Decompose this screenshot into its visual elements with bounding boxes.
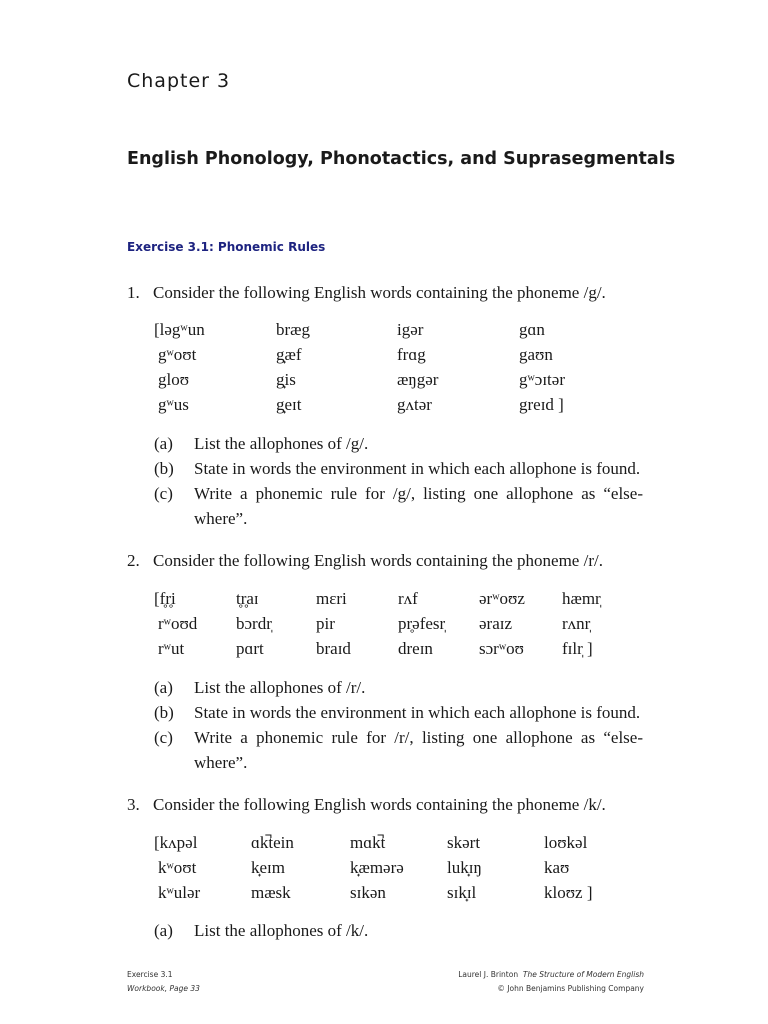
- word: bɔrdr̩: [236, 614, 272, 633]
- word: igər: [397, 320, 424, 339]
- word: gloʊ: [158, 370, 190, 389]
- word: rʌnr̩: [562, 614, 591, 633]
- word: g̟eɪt: [276, 395, 302, 414]
- word: sɔrʷoʊ: [479, 639, 524, 658]
- word: g̟is: [276, 370, 296, 389]
- word: [ləgʷun: [154, 320, 205, 339]
- word: frɑg: [397, 345, 426, 364]
- subquestion-label: (a): [154, 434, 173, 453]
- word: mɑk̚t: [350, 833, 386, 852]
- subquestion: [154, 434, 644, 459]
- footer-attribution: [458, 968, 644, 982]
- word: gʷus: [158, 395, 189, 414]
- word: pɑrt: [236, 639, 264, 658]
- subquestion-text: List the allophones of /g/.: [194, 434, 369, 453]
- word: g̟æf: [276, 345, 302, 364]
- question-number: 1.: [127, 283, 140, 302]
- question-number: 2.: [127, 551, 140, 570]
- word: rʌf: [398, 589, 418, 608]
- word: ɑk̚tein: [251, 833, 294, 852]
- word: əraɪz: [479, 614, 513, 633]
- subquestion-label: (a): [154, 921, 173, 940]
- footer-workbook-page: Workbook, Page 33: [127, 984, 200, 993]
- chapter-label: Chapter 3: [127, 70, 231, 92]
- word: mæsk: [251, 883, 291, 902]
- subquestion-text: State in words the environment in which each allophone is found.: [194, 459, 641, 478]
- footer-author: Laurel J. Brinton: [458, 970, 519, 979]
- question-2: [127, 551, 603, 571]
- subquestion-text: List the allophones of /r/.: [194, 678, 366, 697]
- subquestion-continuation: [154, 753, 644, 778]
- word: æŋgər: [397, 370, 439, 389]
- word: loʊkəl: [544, 833, 588, 852]
- word: fɪlr̩ ]: [562, 639, 593, 658]
- word: luk̟ɪŋ: [447, 858, 482, 877]
- word: braɪd: [316, 639, 351, 658]
- question-prompt: Consider the following English words containing the phoneme /r/.: [153, 551, 603, 570]
- subquestion-text: Write a phonemic rule for /r/, listing one allophone as “else-: [194, 728, 643, 747]
- subquestion-continuation: [154, 509, 644, 534]
- word: mɛri: [316, 589, 347, 608]
- word: [kʌpəl: [154, 833, 198, 852]
- word: kaʊ: [544, 858, 570, 877]
- word: gʷɔɪtər: [519, 370, 565, 389]
- subquestions-2: [154, 678, 644, 778]
- question-3: [127, 795, 606, 815]
- question-1: [127, 283, 606, 303]
- footer-right: [458, 968, 644, 996]
- word: gʷoʊt: [158, 345, 197, 364]
- word: kʷulər: [158, 883, 201, 902]
- footer-exercise: Exercise 3.1: [127, 970, 173, 979]
- word: rʷut: [158, 639, 185, 658]
- subquestion-text-cont: where”.: [194, 753, 248, 772]
- chapter-title: English Phonology, Phonotactics, and Suprasegmentals: [127, 149, 676, 169]
- word: hæmr̩: [562, 589, 601, 608]
- word: pr̥əfesr̩: [398, 614, 446, 633]
- subquestion: [154, 728, 644, 753]
- question-prompt: Consider the following English words containing the phoneme /k/.: [153, 795, 606, 814]
- subquestion: [154, 678, 644, 703]
- word: gaʊn: [519, 345, 553, 364]
- exercise-heading: Exercise 3.1: Phonemic Rules: [127, 240, 326, 254]
- footer-left: [127, 968, 200, 996]
- subquestion-text-cont: where”.: [194, 509, 248, 528]
- subquestions-3: [154, 921, 644, 946]
- word: skərt: [447, 833, 481, 852]
- word: t̥r̥aɪ: [236, 589, 259, 608]
- word: [f̥r̥i: [154, 589, 176, 608]
- word: k̟eɪm: [251, 858, 285, 877]
- word: gɑn: [519, 320, 545, 339]
- word: ərʷoʊz: [479, 589, 525, 608]
- footer-book-title: The Structure of Modern English: [522, 970, 644, 979]
- word: k̟æmərə: [350, 858, 404, 877]
- subquestions-1: [154, 434, 644, 534]
- subquestion-text: State in words the environment in which each allophone is found.: [194, 703, 641, 722]
- footer-copyright: © John Benjamins Publishing Company: [497, 984, 644, 993]
- subquestion-label: (c): [154, 484, 173, 503]
- word: bræg: [276, 320, 310, 339]
- word: sɪk̟ɪl: [447, 883, 477, 902]
- word: gʌtər: [397, 395, 432, 414]
- subquestion: [154, 921, 644, 946]
- subquestion-label: (c): [154, 728, 173, 747]
- subquestion-text: Write a phonemic rule for /g/, listing one allophone as “else-: [194, 484, 643, 503]
- subquestion: [154, 484, 644, 509]
- word: rʷoʊd: [158, 614, 198, 633]
- word: greɪd ]: [519, 395, 564, 414]
- subquestion: [154, 703, 644, 728]
- word: sɪkən: [350, 883, 386, 902]
- subquestion: [154, 459, 644, 484]
- subquestion-label: (b): [154, 459, 174, 478]
- word: pir: [316, 614, 335, 633]
- subquestion-label: (b): [154, 703, 174, 722]
- question-number: 3.: [127, 795, 140, 814]
- question-prompt: Consider the following English words containing the phoneme /g/.: [153, 283, 606, 302]
- subquestion-label: (a): [154, 678, 173, 697]
- word: kʷoʊt: [158, 858, 197, 877]
- subquestion-text: List the allophones of /k/.: [194, 921, 369, 940]
- word: kloʊz ]: [544, 883, 593, 902]
- word: dreɪn: [398, 639, 433, 658]
